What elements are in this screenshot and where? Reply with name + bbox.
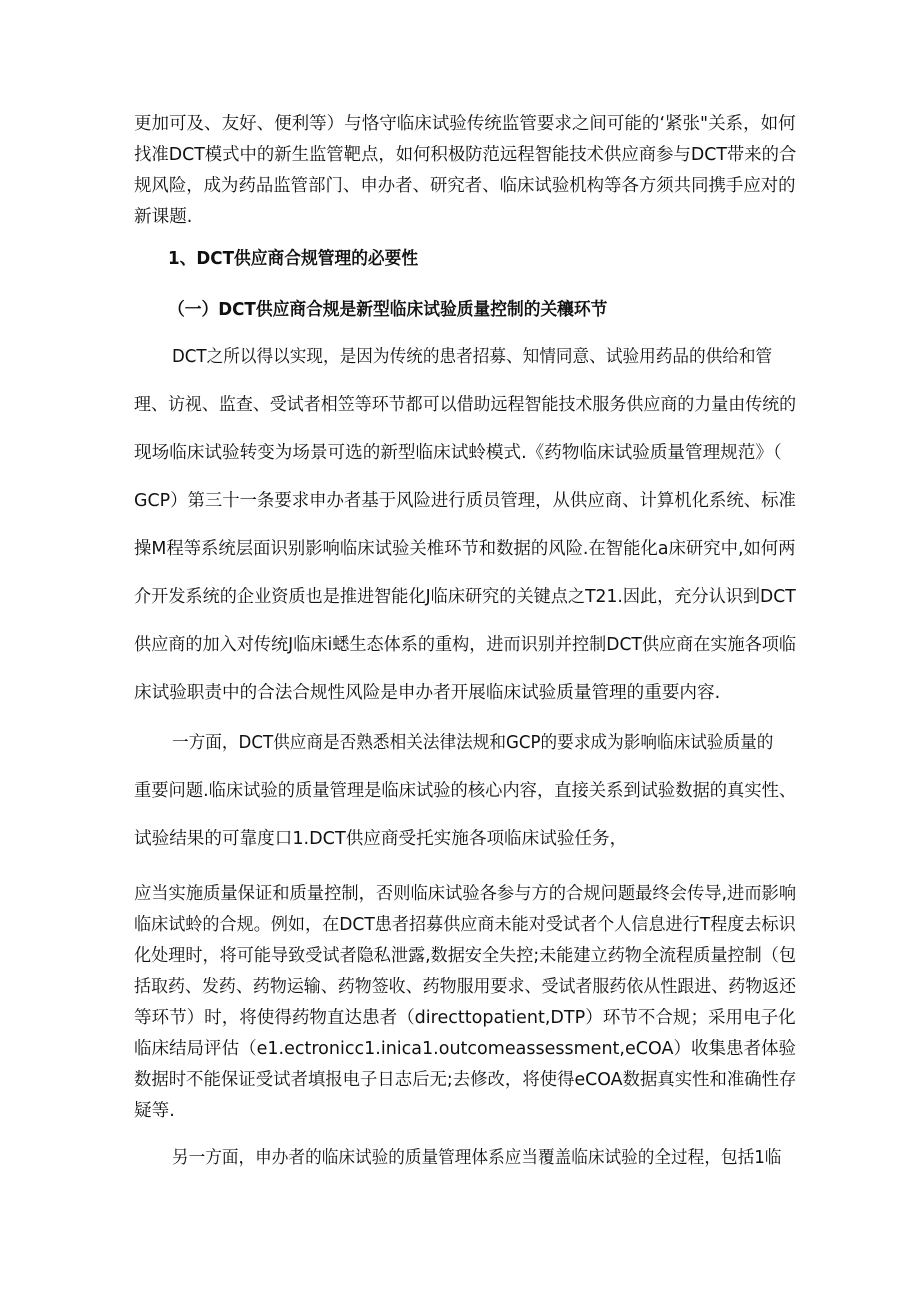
paragraph-1-line-1: 更加可及、友好、便利等）与恪守临床试验传统监管要求之间可能的‘紧张"关系，如何 [134, 114, 796, 134]
paragraph-3-line-3: 试验结果的可靠度口1.DCT供应商受托实施各项临床试验任务， [134, 829, 628, 849]
section-heading-2-text: 供应商合规是新型临床试验质量控制的关穰环节 [255, 300, 608, 320]
paragraph-4-line-8: 疑等. [134, 1101, 175, 1121]
paragraph-2-line-6: 介开发系统的企业资质也是推进智能化J临床研究的关键点之T21.因此，充分认识到DCT [134, 587, 796, 607]
paragraph-4-line-4: 括取药、发药、药物运输、药物签收、药物服用要求、受试者服药依从性跟进、药物返还 [134, 977, 797, 997]
paragraph-2-line-8: 床试验职责中的合法合规性风险是申办者开展临床试验质量管理的重要内容. [134, 683, 721, 703]
section-heading-1 [168, 247, 796, 271]
paragraph-2-line-1: DCT之所以得以实现，是因为传统的患者招募、知情同意、试验用药品的供给和管 [172, 347, 773, 367]
paragraph-2-line-3: 现场临床试验转变为场景可选的新型临床试蛉模式.《药物临床试验质量管理规范》（ [134, 443, 782, 463]
paragraph-4-line-1: 应当实施质量保证和质量控制，否则临床试验各参与方的合规问题最终会传导,进而影响 [134, 884, 797, 904]
paragraph-1-line-3: 规风险，成为药品监管部门、申办者、研究者、临床试验机构等各方须共同携手应对的 [134, 176, 796, 196]
section-heading-1-text: 供应商合规管理的必要性 [234, 249, 419, 269]
paragraph-4-line-3: 化处理时，将可能导致受试者隐私泄露,数据安全失控;未能建立药物全流程质量控制（包 [134, 946, 797, 966]
section-heading-1-bold: DCT [196, 249, 235, 269]
section-heading-2-number: （一） [168, 300, 219, 320]
section-heading-2-bold: DCT [218, 300, 256, 320]
paragraph-2-line-5: 操M程等系统层面识别影响临床试验关椎环节和数据的风险.在智能化a床研究中,如何两 [134, 539, 796, 559]
paragraph-4-line-6: 临床结局评估（e1.ectronicc1.inica1.outcomeassessment,eCOA）收集患者体验 [134, 1039, 797, 1059]
paragraph-3-line-1: 一方面，DCT供应商是否熟悉相关法律法规和GCP的要求成为影响临床试验质量的 [172, 733, 774, 753]
paragraph-4-line-7: 数据时不能保证受试者填报电子日志后无;去修改，将使得eCOA数据真实性和准确性存 [134, 1070, 797, 1090]
paragraph-2-line-2: 理、访视、监查、受试者相笠等环节都可以借助远程智能技术服务供应商的力量由传统的 [134, 395, 797, 415]
paragraph-4-line-5: 等环节）时，将使得药物直达患者（directtopatient,DTP）环节不合规；采用电子化 [134, 1008, 796, 1028]
section-heading-1-number: 1、 [168, 249, 197, 269]
section-heading-2 [168, 298, 796, 322]
paragraph-5-line-1: 另一方面，申办者的临床试验的质量管理体系应当覆盖临床试验的全过程，包括1临 [172, 1148, 782, 1168]
paragraph-2-line-4: GCP）第三十一条要求申办者基于风险进行质员管理，从供应商、计算机化系统、标准 [134, 491, 796, 511]
paragraph-2-line-7: 供应商的加入对传统J临床i蟋生态体系的重构，进而识别并控制DCT供应商在实施各项临 [134, 635, 797, 655]
paragraph-1-line-2: 找准DCT模式中的新生监管靶点，如何积极防范远程智能技术供应商参与DCT带来的合 [134, 145, 797, 165]
paragraph-4-line-2: 临床试蛉的合规。例如，在DCT患者招募供应商未能对受试者个人信息进行T程度去标识 [134, 915, 796, 935]
paragraph-3-line-2: 重要问题.临床试验的质量管理是临床试验的核心内容，直接关系到试验数据的真实性、 [134, 781, 797, 801]
paragraph-1-line-4: 新课题. [134, 207, 193, 227]
